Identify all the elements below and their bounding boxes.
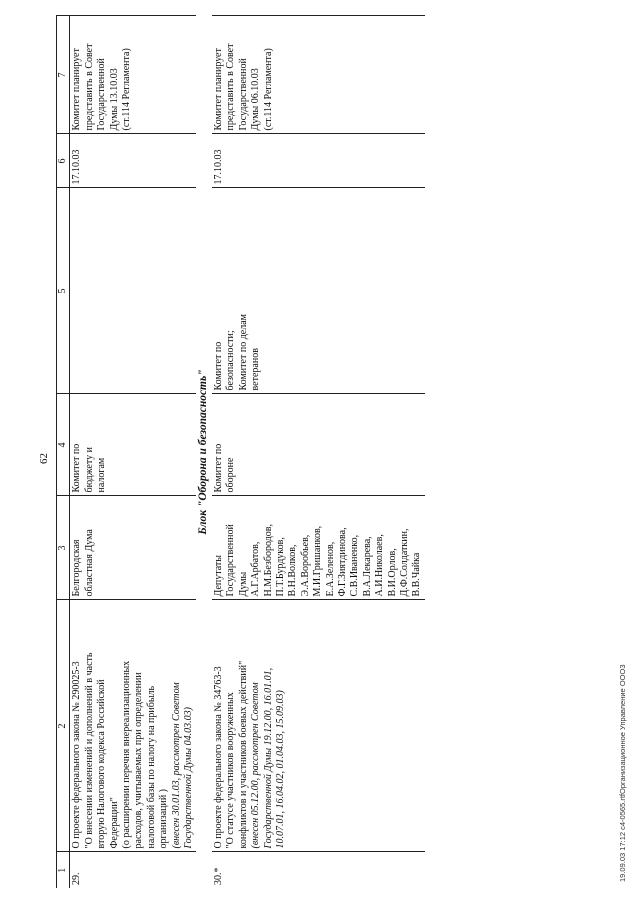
committee-cell: [70, 394, 197, 496]
co-committee-line: ветеранов: [250, 348, 262, 391]
bill-title-line: организаций ): [158, 788, 170, 849]
row-number: 29.: [70, 852, 197, 888]
bill-title-line: О проекте федерального закона № 290025-3: [71, 661, 83, 849]
author-line: Депутаты: [212, 555, 224, 597]
author-line: Государственной: [225, 524, 237, 597]
bill-title-line: "О статусе участников вооруженных: [225, 692, 237, 849]
table-row: [70, 16, 197, 888]
table-row: [212, 16, 425, 888]
author-line: Н.М.Безбородов,: [262, 524, 274, 597]
plan-cell: [212, 16, 425, 134]
bill-title-line: О проекте федерального закона № 34763-3: [212, 666, 224, 849]
bill-note-line: Государственной Думы 19.12.00, 16.01.01,: [262, 667, 274, 849]
bills-table: [56, 16, 425, 889]
author-line: В.А.Лекарева,: [361, 536, 373, 597]
co-committee-line: Комитет по: [212, 341, 224, 391]
committee-line: Комитет по: [71, 443, 83, 493]
block-heading-row: [196, 16, 211, 888]
author-line: М.И.Гришанков,: [312, 525, 324, 597]
bill-title-line: конфликтов и участников боевых действий": [237, 660, 249, 849]
author-line: А.И.Николаев,: [374, 534, 386, 597]
author-line: Белгородская: [71, 539, 83, 597]
co-committee-cell: [212, 188, 425, 394]
bill-title-line: Федерации": [108, 797, 120, 849]
plan-line: представить в Совет: [225, 43, 237, 131]
author-cell: [212, 496, 425, 600]
author-line: С.В.Иваненко,: [349, 534, 361, 597]
bill-note-line: 10.07.01, 16.04.02, 01.04.03, 15.09.03): [274, 690, 286, 849]
bill-title-line: налоговой базы по налогу на прибыль: [145, 685, 157, 849]
bill-title-line: расходов, учитываемых при определении: [133, 672, 145, 849]
block-heading-cell: [196, 16, 211, 888]
column-header-5: 5: [57, 188, 70, 394]
footer-stamp: 19.09.03 17:12 c4-0565.rtfОрганизационное Управление ООО3: [618, 664, 627, 882]
author-line: А.Г.Арбатов,: [250, 541, 262, 597]
column-header-3: 3: [57, 496, 70, 600]
bill-note-line: (внесен 05.12.00, рассмотрен Советом: [250, 682, 262, 849]
author-line: Э.А.Воробьев,: [299, 534, 311, 597]
plan-line: представить в Совет: [83, 43, 95, 131]
plan-line: Думы 13.10.03: [108, 68, 120, 131]
column-header-1: 1: [57, 852, 70, 888]
column-header-6: 6: [57, 134, 70, 188]
bill-title-line: вторую Налогового кодекса Российской: [96, 679, 108, 849]
committee-cell: [212, 394, 425, 496]
bill-note-line: Государственной Думы 04.03.03): [183, 707, 195, 849]
bill-title-cell: [70, 600, 197, 852]
author-line: В.Н.Волков,: [287, 544, 299, 597]
author-line: Д.Ф.Солдаткин,: [398, 528, 410, 597]
row-number: 30.*: [212, 852, 425, 888]
committee-line: налогам: [96, 457, 108, 493]
bill-note-line: (внесен 30.01.03, рассмотрен Советом: [170, 682, 182, 849]
plan-line: Комитет планирует: [71, 48, 83, 131]
column-header-7: 7: [57, 16, 70, 134]
block-heading: Блок "Оборона и безопасность": [197, 369, 210, 535]
plan-line: Думы 06.10.03: [250, 68, 262, 131]
column-header-2: 2: [57, 600, 70, 852]
bill-title-line: "О внесении изменений и дополнений в часть: [83, 652, 95, 849]
plan-cell: [70, 16, 197, 134]
author-line: В.В.Чайка: [411, 552, 423, 597]
author-line: Думы: [237, 571, 249, 597]
column-header-4: 4: [57, 394, 70, 496]
plan-line: Комитет планирует: [212, 48, 224, 131]
bill-title-line: (о расширении перечня внереализационных: [121, 660, 133, 849]
author-line: П.Т.Бурдуков,: [274, 537, 286, 597]
date-cell: 17.10.03: [212, 134, 425, 188]
plan-line: Государственной: [237, 58, 249, 131]
author-cell: [70, 496, 197, 600]
bill-title-cell: [212, 600, 425, 852]
co-committee-line: Комитет по делам: [237, 314, 249, 391]
author-line: областная Дума: [83, 529, 95, 597]
co-committee-cell: [70, 188, 197, 394]
committee-line: обороне: [225, 457, 237, 493]
page-number: 62: [38, 453, 50, 464]
committee-line: Комитет по: [212, 443, 224, 493]
committee-line: бюджету и: [83, 447, 95, 493]
column-number-header-row: [57, 16, 70, 888]
author-line: Ф.Г.Зиятдинова,: [336, 527, 348, 597]
author-line: В.И.Орлов,: [386, 548, 398, 597]
plan-line: Государственной: [96, 58, 108, 131]
date-cell: 17.10.03: [70, 134, 197, 188]
plan-line: (ст.114 Регламента): [121, 48, 133, 131]
author-line: Е.А.Зеленов,: [324, 541, 336, 597]
co-committee-line: безопасности;: [225, 330, 237, 391]
plan-line: (ст.114 Регламента): [262, 48, 274, 131]
